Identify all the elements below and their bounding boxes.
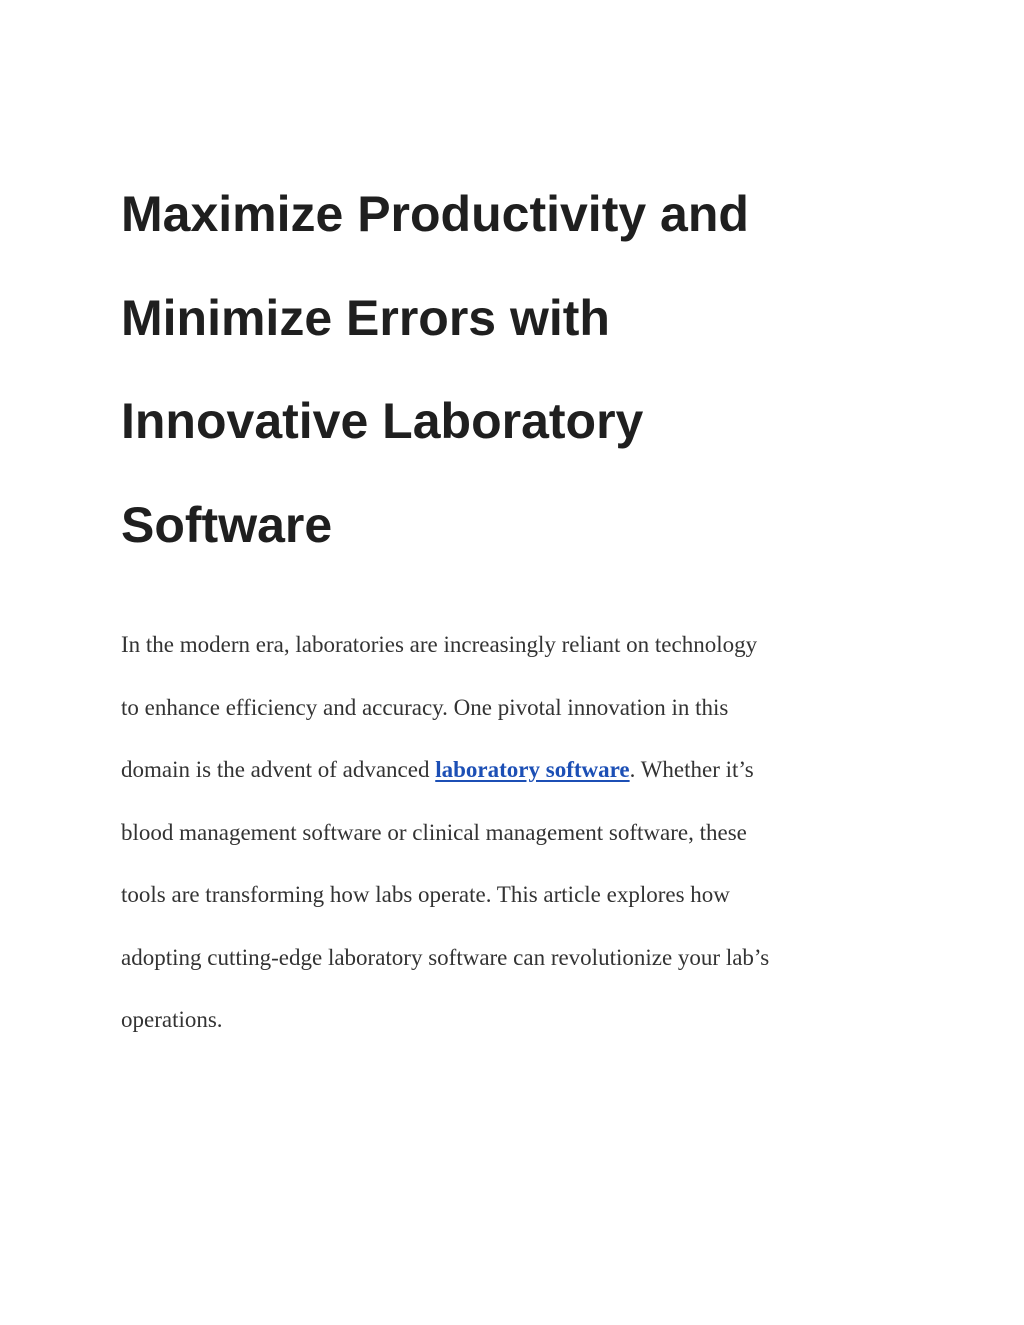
title-line: Maximize Productivity and	[121, 186, 749, 242]
paragraph-line: to enhance efficiency and accuracy. One pivotal innovation in this	[121, 694, 729, 720]
title-line: Minimize Errors with	[121, 289, 610, 346]
paragraph-line: adopting cutting-edge laboratory software can revolutionize your lab’s	[121, 944, 770, 970]
title-line: Innovative Laboratory	[121, 393, 644, 449]
paragraph-text: domain is the advent of advanced	[121, 757, 436, 782]
paragraph-line: blood management software or clinical management software, these	[121, 819, 747, 845]
title-line: Software	[121, 496, 333, 553]
paragraph-line-with-link	[121, 739, 921, 802]
paragraph-text: . Whether it’s	[629, 757, 754, 782]
laboratory-software-link[interactable]: laboratory software	[435, 757, 630, 782]
intro-paragraph	[121, 614, 921, 1052]
article-title	[121, 163, 941, 577]
paragraph-line: operations.	[121, 1007, 223, 1032]
paragraph-line: In the modern era, laboratories are increasingly reliant on technology	[121, 632, 758, 657]
paragraph-line: tools are transforming how labs operate. This article explores how	[121, 882, 730, 907]
